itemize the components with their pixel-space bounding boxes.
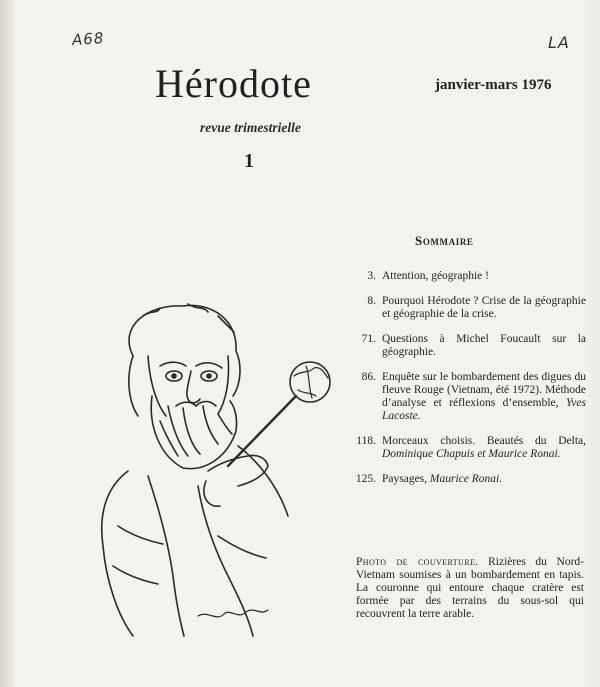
toc-author: Yves Lacoste.	[382, 397, 586, 422]
toc-title: Morceaux choisis. Beautés du Delta, Dominique Chapuis et Maurice Ronai.	[382, 435, 586, 460]
toc-author: Maurice Ronai.	[429, 473, 503, 485]
issue-number: 1	[244, 150, 254, 172]
toc-page-number: 86.	[361, 371, 376, 383]
toc-entry	[346, 333, 586, 359]
toc-entry	[346, 295, 586, 321]
toc-page-number: 3.	[367, 270, 376, 282]
page-binding-edge	[0, 0, 14, 687]
toc-entry	[346, 270, 586, 283]
toc-title: Questions à Michel Foucault sur la géographie.	[382, 333, 586, 358]
toc-title: Pourquoi Hérodote ? Crise de la géographie et géographie de la crise.	[382, 295, 586, 320]
toc-author: Dominique Chapuis et Maurice Ronai.	[382, 448, 561, 460]
cover-caption-lead: Photo de couverture.	[356, 556, 479, 568]
toc-entry	[346, 371, 586, 423]
toc-title: Enquête sur le bombardement des digues du fleuve Rouge (Vietnam, été 1972). Méthode d’analyse et réflexions d’ensemble, Yves Lacoste.	[382, 371, 586, 422]
herodotus-caricature-illustration	[88, 296, 348, 641]
handwritten-mark-left: A68	[71, 28, 105, 50]
toc-entry	[346, 435, 586, 461]
journal-subtitle: revue trimestrielle	[200, 120, 301, 135]
handwritten-mark-right: LA	[548, 33, 570, 52]
cover-photo-caption	[356, 556, 584, 621]
toc-title: Attention, géographie !	[382, 270, 489, 282]
toc-page-number: 118.	[356, 435, 376, 447]
toc-heading: Sommaire	[415, 233, 474, 248]
table-of-contents	[346, 270, 586, 498]
toc-page-number: 125.	[355, 473, 376, 485]
toc-page-number: 71.	[361, 333, 376, 345]
toc-entry	[346, 473, 586, 486]
journal-title: Hérodote	[155, 61, 312, 106]
issue-date: janvier-mars 1976	[435, 77, 552, 93]
cover-caption-text: Rizières du Nord-Vietnam soumises à un bombardement en tapis. La couronne qui entoure chaque cratère est formée par des terrains du sous-sol qui recouvrent la terre arable.	[356, 556, 584, 620]
toc-page-number: 8.	[367, 295, 376, 307]
toc-title: Paysages, Maurice Ronai.	[382, 473, 503, 485]
